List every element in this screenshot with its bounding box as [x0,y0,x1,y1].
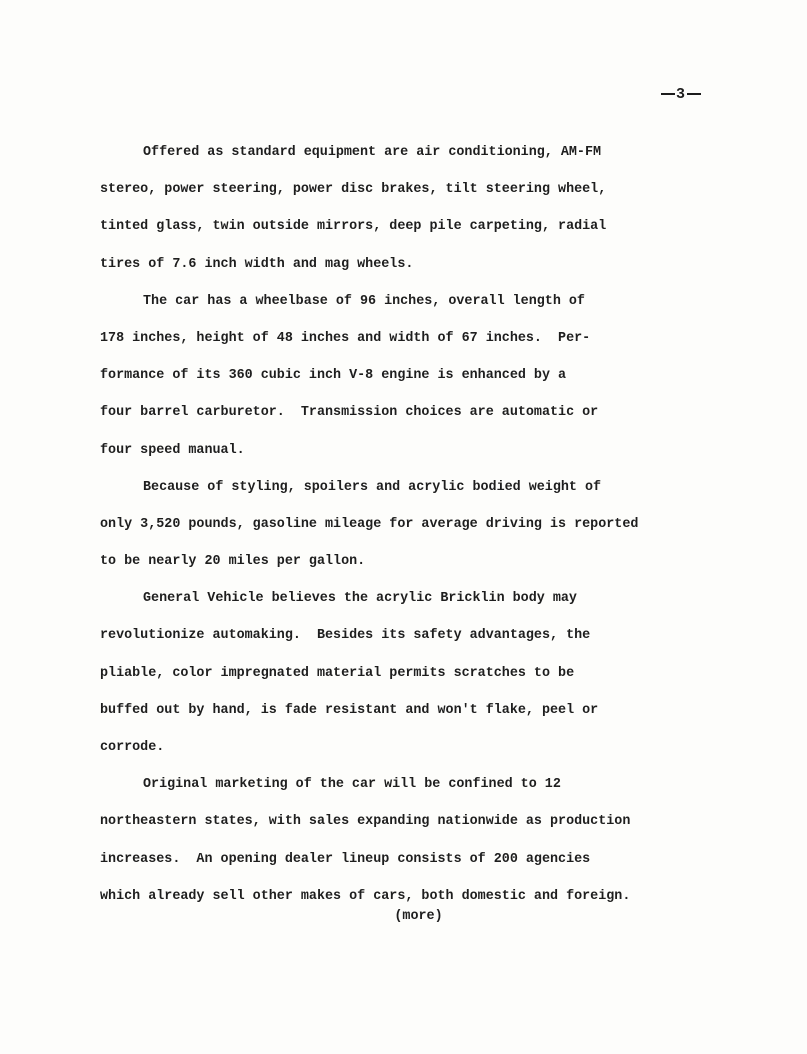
paragraph-1-line-1: Offered as standard equipment are air conditioning, AM-FM [143,145,602,160]
paragraph-1-line-2: stereo, power steering, power disc brakes, tilt steering wheel, [100,182,607,198]
paragraph-5-line-1: Original marketing of the car will be confined to 12 [143,777,561,793]
paragraph-2-line-5: four speed manual. [100,442,245,458]
paragraph-1-line-4: tires of 7.6 inch width and mag wheels. [100,256,414,272]
paragraph-2-line-3: formance of its 360 cubic inch V-8 engine is enhanced by a [100,368,567,384]
paragraph-5-line-4: which already sell other makes of cars, both domestic and foreign. [100,888,631,904]
paragraph-2-line-4: four barrel carburetor. Transmission choices are automatic or [100,405,599,421]
paragraph-3-line-1: Because of styling, spoilers and acrylic bodied weight of [143,479,602,495]
paragraph-3-line-2: only 3,520 pounds, gasoline mileage for average driving is reported [100,516,639,532]
paragraph-4-line-2: revolutionize automaking. Besides its safety advantages, the [100,628,591,644]
paragraph-5-line-3: increases. An opening dealer lineup consists of 200 agencies [100,851,591,867]
paragraph-2-line-2: 178 inches, height of 48 inches and width of 67 inches. Per- [100,330,591,346]
paragraph-2-line-1: The car has a wheelbase of 96 inches, overall length of [143,293,585,309]
page-number [660,86,702,103]
paragraph-4-line-4: buffed out by hand, is fade resistant and won't flake, peel or [100,702,599,718]
paragraph-1-line-3: tinted glass, twin outside mirrors, deep pile carpeting, radial [100,219,607,235]
continuation-marker: (more) [394,909,443,924]
body-text [100,134,760,915]
paragraph-5-line-2: northeastern states, with sales expanding nationwide as production [100,814,631,830]
page-number-value: 3 [676,86,687,103]
paragraph-4-line-1: General Vehicle believes the acrylic Bricklin body may [143,591,577,607]
page-number-dash-left [661,93,675,95]
paragraph-4-line-5: corrode. [100,740,165,755]
paragraph-4-line-3: pliable, color impregnated material permits scratches to be [100,665,575,681]
page-number-dash-right [687,93,701,95]
paragraph-3-line-3: to be nearly 20 miles per gallon. [100,554,366,570]
